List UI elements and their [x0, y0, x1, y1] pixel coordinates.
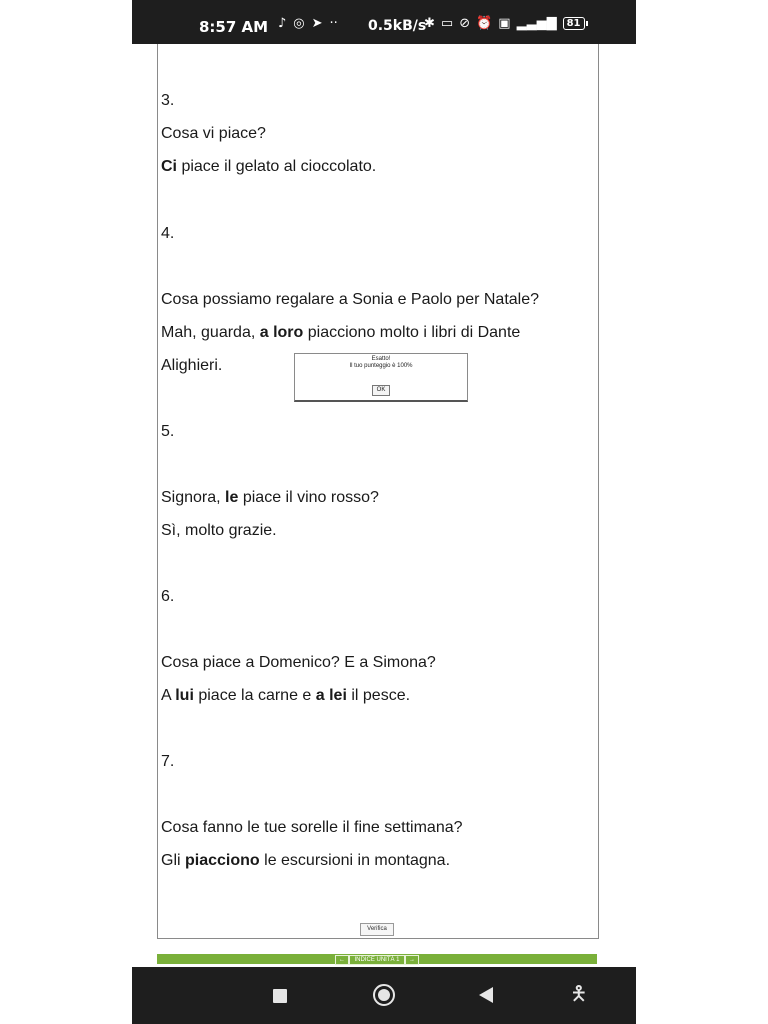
answer-text: piace la carne e: [193, 687, 316, 704]
answer: [161, 686, 410, 706]
back-triangle-icon[interactable]: [479, 987, 493, 1003]
answer: [161, 157, 376, 177]
answer-bold: piacciono: [185, 852, 260, 869]
system-icons: [424, 16, 585, 31]
volte-icon: ▣: [498, 16, 511, 31]
status-time: 8:57 AM: [199, 18, 269, 36]
question: Cosa fanno le tue sorelle il fine settimana?: [161, 819, 463, 836]
prev-button[interactable]: ←: [335, 955, 349, 965]
signal-icon: ▂▃▅▇: [516, 16, 557, 31]
question-bold: le: [225, 489, 239, 506]
notification-icons: [278, 16, 338, 31]
net-speed: 0.5kB/s: [368, 18, 427, 34]
question: Cosa piace a Domenico? E a Simona?: [161, 654, 436, 671]
answer-text: A: [161, 687, 176, 704]
exercise-content: [157, 44, 599, 939]
item-number: 3.: [161, 92, 175, 109]
accessibility-icon[interactable]: 🯅: [570, 981, 588, 1005]
item-number: 4.: [161, 225, 175, 242]
question: [161, 488, 379, 508]
question-text: piace il vino rosso?: [238, 489, 379, 506]
alarm-icon: ⏰: [476, 16, 493, 31]
answer-text: il pesce.: [346, 687, 411, 704]
recents-square-icon[interactable]: [273, 989, 287, 1003]
item-number: 5.: [161, 423, 175, 440]
score-dialog: [294, 353, 468, 402]
more-dots-icon: ··: [329, 16, 338, 31]
answer-bold: lui: [175, 687, 194, 704]
item-number: 6.: [161, 588, 175, 605]
tiktok-icon: ♪: [278, 16, 287, 31]
telegram-icon: ➤: [311, 16, 323, 31]
question-text: Signora,: [161, 489, 226, 506]
answer: [161, 323, 520, 343]
answer-bold: Ci: [161, 158, 177, 175]
whatsapp-icon: ◎: [293, 16, 305, 31]
dialog-message: Il tuo punteggio è 100%: [349, 363, 413, 369]
phone-screen: [132, 0, 636, 1024]
verifica-button[interactable]: Verifica: [360, 923, 394, 936]
answer-text: Gli: [161, 852, 185, 869]
question: Cosa possiamo regalare a Sonia e Paolo per Natale?: [161, 291, 540, 308]
home-circle-icon[interactable]: [373, 984, 395, 1006]
dialog-title: Esatto!: [371, 356, 391, 362]
system-nav-bar: [132, 967, 636, 1024]
status-bar: [132, 0, 636, 44]
vibrate-icon: ▭: [440, 16, 454, 31]
answer-text: Mah, guarda,: [161, 324, 260, 341]
answer-text: piacciono molto i libri di Dante: [303, 324, 521, 341]
mute-icon: ⊘: [459, 16, 471, 31]
next-button[interactable]: →: [405, 955, 419, 965]
answer-text: piace il gelato al cioccolato.: [177, 158, 377, 175]
bluetooth-icon: ✱: [424, 16, 435, 31]
answer: Sì, molto grazie.: [161, 522, 277, 539]
item-number: 7.: [161, 753, 175, 770]
index-button[interactable]: INDICE UNITÀ 1: [349, 955, 405, 965]
answer: [161, 851, 450, 871]
battery-icon: 81: [563, 17, 585, 30]
answer-bold: a loro: [259, 324, 304, 341]
question: Cosa vi piace?: [161, 125, 266, 142]
answer-text: le escursioni in montagna.: [259, 852, 451, 869]
answer-continuation: Alighieri.: [161, 357, 223, 374]
dialog-ok-button[interactable]: OK: [372, 385, 390, 396]
answer-bold: a lei: [315, 687, 347, 704]
